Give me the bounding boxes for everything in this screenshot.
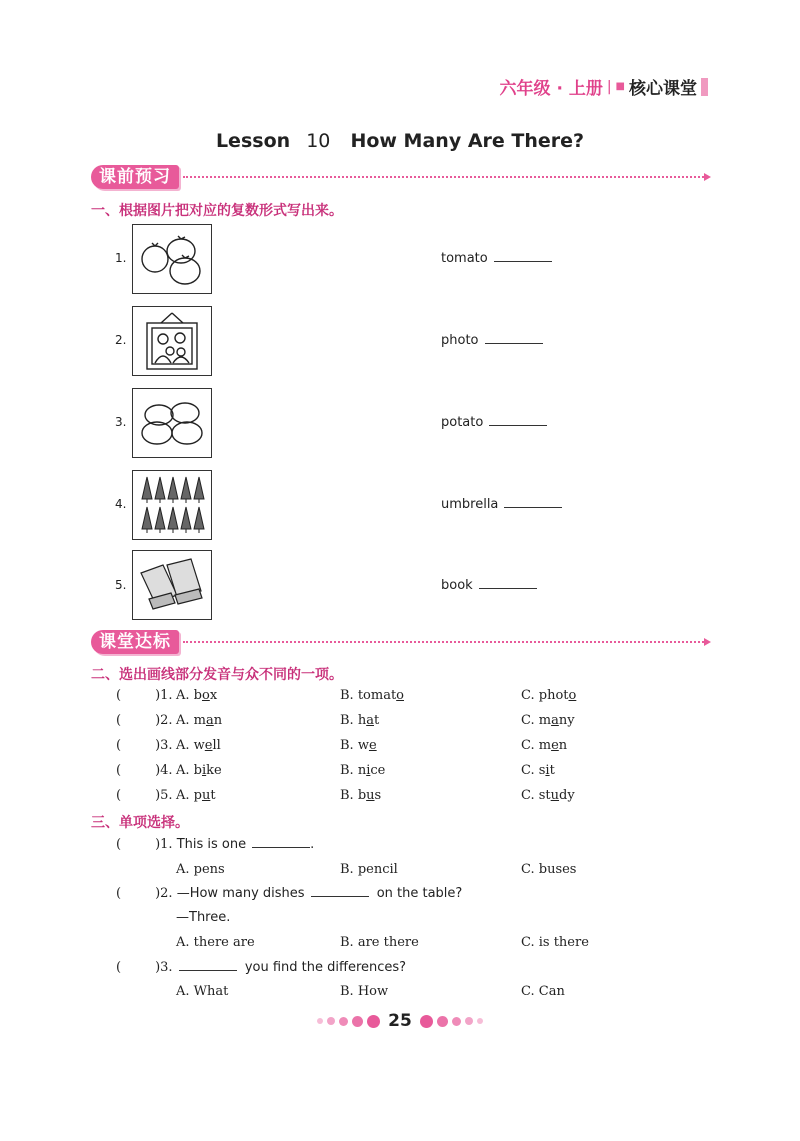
question-heading-3: 三、单项选择。: [91, 815, 189, 831]
answer-blank[interactable]: [479, 588, 537, 589]
family-photo-picture: [132, 306, 212, 376]
banner-divider: [183, 641, 704, 643]
answer-paren[interactable]: (: [116, 886, 122, 901]
word-row: [441, 415, 547, 430]
mcq-question-3: [116, 960, 406, 975]
option-a[interactable]: A. well: [176, 738, 221, 753]
section-banner-preview: [91, 165, 711, 189]
option-c[interactable]: C. is there: [521, 935, 589, 950]
word-row: [441, 333, 543, 348]
dot-icon: [367, 1015, 380, 1028]
page-header: [500, 74, 708, 99]
option-c[interactable]: C. sit: [521, 763, 555, 778]
word-label: potato: [441, 415, 484, 430]
page-title: [0, 130, 800, 152]
word-row: [441, 497, 562, 512]
option-a[interactable]: A. box: [176, 688, 218, 703]
question-heading-2: 二、选出画线部分发音与众不同的一项。: [91, 667, 343, 683]
answer-paren[interactable]: (: [116, 763, 122, 778]
question-number: )2.: [155, 886, 173, 901]
option-b[interactable]: B. How: [340, 984, 389, 999]
square-icon: ■: [615, 81, 625, 92]
item-number: 3.: [115, 415, 127, 429]
lesson-number: 10: [306, 130, 331, 152]
pronunciation-row: [116, 763, 173, 778]
option-b[interactable]: B. hat: [340, 713, 380, 728]
page-footer: [0, 1011, 800, 1031]
option-c[interactable]: C. buses: [521, 862, 577, 877]
lesson-word: Lesson: [215, 130, 291, 152]
dot-icon: [437, 1016, 448, 1027]
dot-icon: [465, 1017, 473, 1025]
page-number: 25: [388, 1011, 412, 1031]
question-heading-1: 一、根据图片把对应的复数形式写出来。: [91, 203, 343, 219]
option-a[interactable]: A. What: [176, 984, 229, 999]
option-a[interactable]: A. there are: [176, 935, 255, 950]
option-b[interactable]: B. tomato: [340, 688, 404, 703]
books-picture: [132, 550, 212, 620]
dot-icon: [452, 1017, 461, 1026]
question-number: )1.: [155, 688, 173, 703]
answer-blank[interactable]: [311, 896, 369, 897]
answer-blank[interactable]: [252, 847, 310, 848]
arrow-icon: [704, 638, 711, 646]
mcq-question-2: [116, 886, 462, 901]
dot-icon: [352, 1016, 363, 1027]
word-row: [441, 251, 552, 266]
answer-paren[interactable]: (: [116, 738, 122, 753]
word-label: book: [441, 578, 473, 593]
option-a[interactable]: A. put: [176, 788, 216, 803]
pronunciation-row: [116, 713, 173, 728]
grade-label: 六年级 · 上册: [499, 79, 603, 99]
option-c[interactable]: C. men: [521, 738, 568, 753]
option-b[interactable]: B. nice: [340, 763, 386, 778]
item-number: 2.: [115, 333, 127, 347]
answer-paren[interactable]: (: [116, 960, 122, 975]
dot-icon: [327, 1017, 335, 1025]
item-number: 5.: [115, 578, 127, 592]
answer-blank[interactable]: [489, 425, 547, 426]
answer-paren[interactable]: (: [116, 688, 122, 703]
question-number: )4.: [155, 763, 173, 778]
banner-tag: 课堂达标: [91, 630, 179, 654]
umbrellas-picture: [132, 470, 212, 540]
question-number: )3.: [155, 960, 173, 975]
option-c[interactable]: C. photo: [521, 688, 577, 703]
option-b[interactable]: B. are there: [340, 935, 419, 950]
item-number: 1.: [115, 251, 127, 265]
section-label: 核心课堂: [629, 79, 697, 99]
question-text-end: you find the differences?: [244, 960, 407, 975]
dot-icon: [339, 1017, 348, 1026]
answer-blank[interactable]: [179, 970, 237, 971]
question-text-end: .: [310, 837, 315, 852]
question-text: This is one: [176, 837, 247, 852]
potatoes-picture: [132, 388, 212, 458]
answer-blank[interactable]: [494, 261, 552, 262]
dot-icon: [420, 1015, 433, 1028]
word-label: tomato: [441, 251, 488, 266]
question-text-end: on the table?: [376, 886, 463, 901]
question-number: )2.: [155, 713, 173, 728]
pronunciation-row: [116, 688, 173, 703]
banner-divider: [183, 176, 704, 178]
answer-blank[interactable]: [504, 507, 562, 508]
option-b[interactable]: B. pencil: [340, 862, 398, 877]
item-number: 4.: [115, 497, 127, 511]
option-b[interactable]: B. we: [340, 738, 377, 753]
word-label: photo: [441, 333, 479, 348]
option-b[interactable]: B. bus: [340, 788, 382, 803]
option-a[interactable]: A. bike: [176, 763, 222, 778]
question-number: )3.: [155, 738, 173, 753]
question-text: —How many dishes: [176, 886, 305, 901]
tomatoes-picture: [132, 224, 212, 294]
lesson-name: How Many Are There?: [350, 130, 585, 152]
dot-icon: [317, 1018, 323, 1024]
answer-paren[interactable]: (: [116, 788, 122, 803]
reply-text: —Three.: [176, 910, 231, 925]
section-banner-practice: [91, 630, 711, 654]
header-separator: |: [606, 78, 612, 95]
option-a[interactable]: A. man: [176, 713, 223, 728]
header-bar-icon: [701, 78, 708, 96]
option-c[interactable]: C. study: [521, 788, 575, 803]
banner-tag: 课前预习: [91, 165, 179, 189]
pronunciation-row: [116, 788, 173, 803]
word-row: [441, 578, 537, 593]
option-a[interactable]: A. pens: [176, 862, 225, 877]
dot-icon: [477, 1018, 483, 1024]
option-c[interactable]: C. Can: [521, 984, 565, 999]
pronunciation-row: [116, 738, 173, 753]
question-number: )1.: [155, 837, 173, 852]
mcq-question-1: [116, 837, 314, 852]
option-c[interactable]: C. many: [521, 713, 575, 728]
answer-paren[interactable]: (: [116, 837, 122, 852]
arrow-icon: [704, 173, 711, 181]
question-number: )5.: [155, 788, 173, 803]
answer-paren[interactable]: (: [116, 713, 122, 728]
answer-blank[interactable]: [485, 343, 543, 344]
word-label: umbrella: [441, 497, 499, 512]
